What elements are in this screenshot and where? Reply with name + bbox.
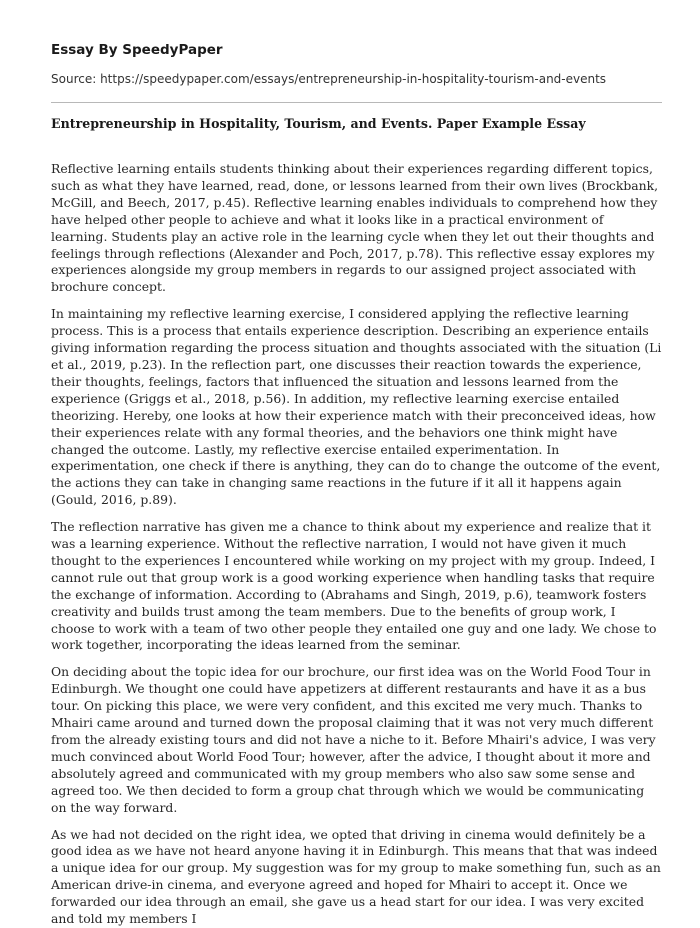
essay-body (51, 161, 662, 928)
essay-title: Entrepreneurship in Hospitality, Tourism, and Events. Paper Example Essay (51, 116, 586, 131)
essay-paragraph: The reflection narrative has given me a chance to think about my experience and realize that it was a learning experience. Without the reflective narration, I would not have given it much thought to the experiences I encountered while working on my project with my group. Indeed, I cannot rule out that group work is a good working experience when handling tasks that require the exchange of information. According to (Abrahams and Singh, 2019, p.6), teamwork fosters creativity and builds trust among the team members. Due to the benefits of group work, I choose to work with a team of two other people they entailed one guy and one lady. We chose to work together, incorporating the ideas learned from the seminar. (51, 519, 657, 653)
essay-paragraph: On deciding about the topic idea for our brochure, our first idea was on the World Food Tour in Edinburgh. We thought one could have appetizers at different restaurants and have it as a bus tour. On picking this place, we were very confident, and this excited me very much. Thanks to Mhairi came around and turned down the proposal claiming that it was not very much different from the already existing tours and did not have a niche to it. Before Mhairi's advice, I was very much convinced about World Food Tour; however, after the advice, I thought about it more and absolutely agreed and communicated with my group members who also saw some sense and agreed too. We then decided to form a group chat through which we would be communicating on the way forward. (51, 664, 656, 815)
essay-paragraph: Reflective learning entails students thinking about their experiences regarding different topics, such as what they have learned, read, done, or lessons learned from their own lives (Brockbank, McGill, and Beech, 2017, p.45). Reflective learning enables individuals to comprehend how they have helped other people to achieve and what it looks like in a practical environment of learning. Students play an active role in the learning cycle when they let out their thoughts and feelings through reflections (Alexander and Poch, 2017, p.78). This reflective essay explores my experiences alongside my group members in regards to our assigned project associated with brochure concept. (51, 161, 659, 295)
essay-paragraph: As we had not decided on the right idea, we opted that driving in cinema would definitely be a good idea as we have not heard anyone having it in Edinburgh. This means that that was indeed a unique idea for our group. My suggestion was for my group to make something fun, such as an American drive-in cinema, and everyone agreed and hoped for Mhairi to accept it. Once we forwarded our idea through an email, she gave us a head start for our idea. I was very excited and told my members I (51, 826, 661, 927)
header-divider (51, 102, 662, 103)
source-line: Source: https://speedypaper.com/essays/entrepreneurship-in-hospitality-tourism-and-events (51, 72, 607, 86)
essay-paragraph: In maintaining my reflective learning exercise, I considered applying the reflective learning process. This is a process that entails experience description. Describing an experience entails giving information regarding the process situation and thoughts associated with the situation (Li et al., 2019, p.23). In the reflection part, one discusses their reaction towards the experience, their thoughts, feelings, factors that influenced the situation and lessons learned from the experience (Griggs et al., 2018, p.56). In addition, my reflective learning exercise entailed theorizing. Hereby, one looks at how their experience match with their preconceived ideas, how their experiences relate with any formal theories, and the behaviors one think might have changed the outcome. Lastly, my reflective exercise entailed experimentation. In experimentation, one check if there is anything, they can do to change the outcome of the event, the actions they can take in changing same reactions in the future if it all it happens again (Gould, 2016, p.89). (51, 306, 662, 508)
site-name: Essay By SpeedyPaper (51, 42, 223, 58)
